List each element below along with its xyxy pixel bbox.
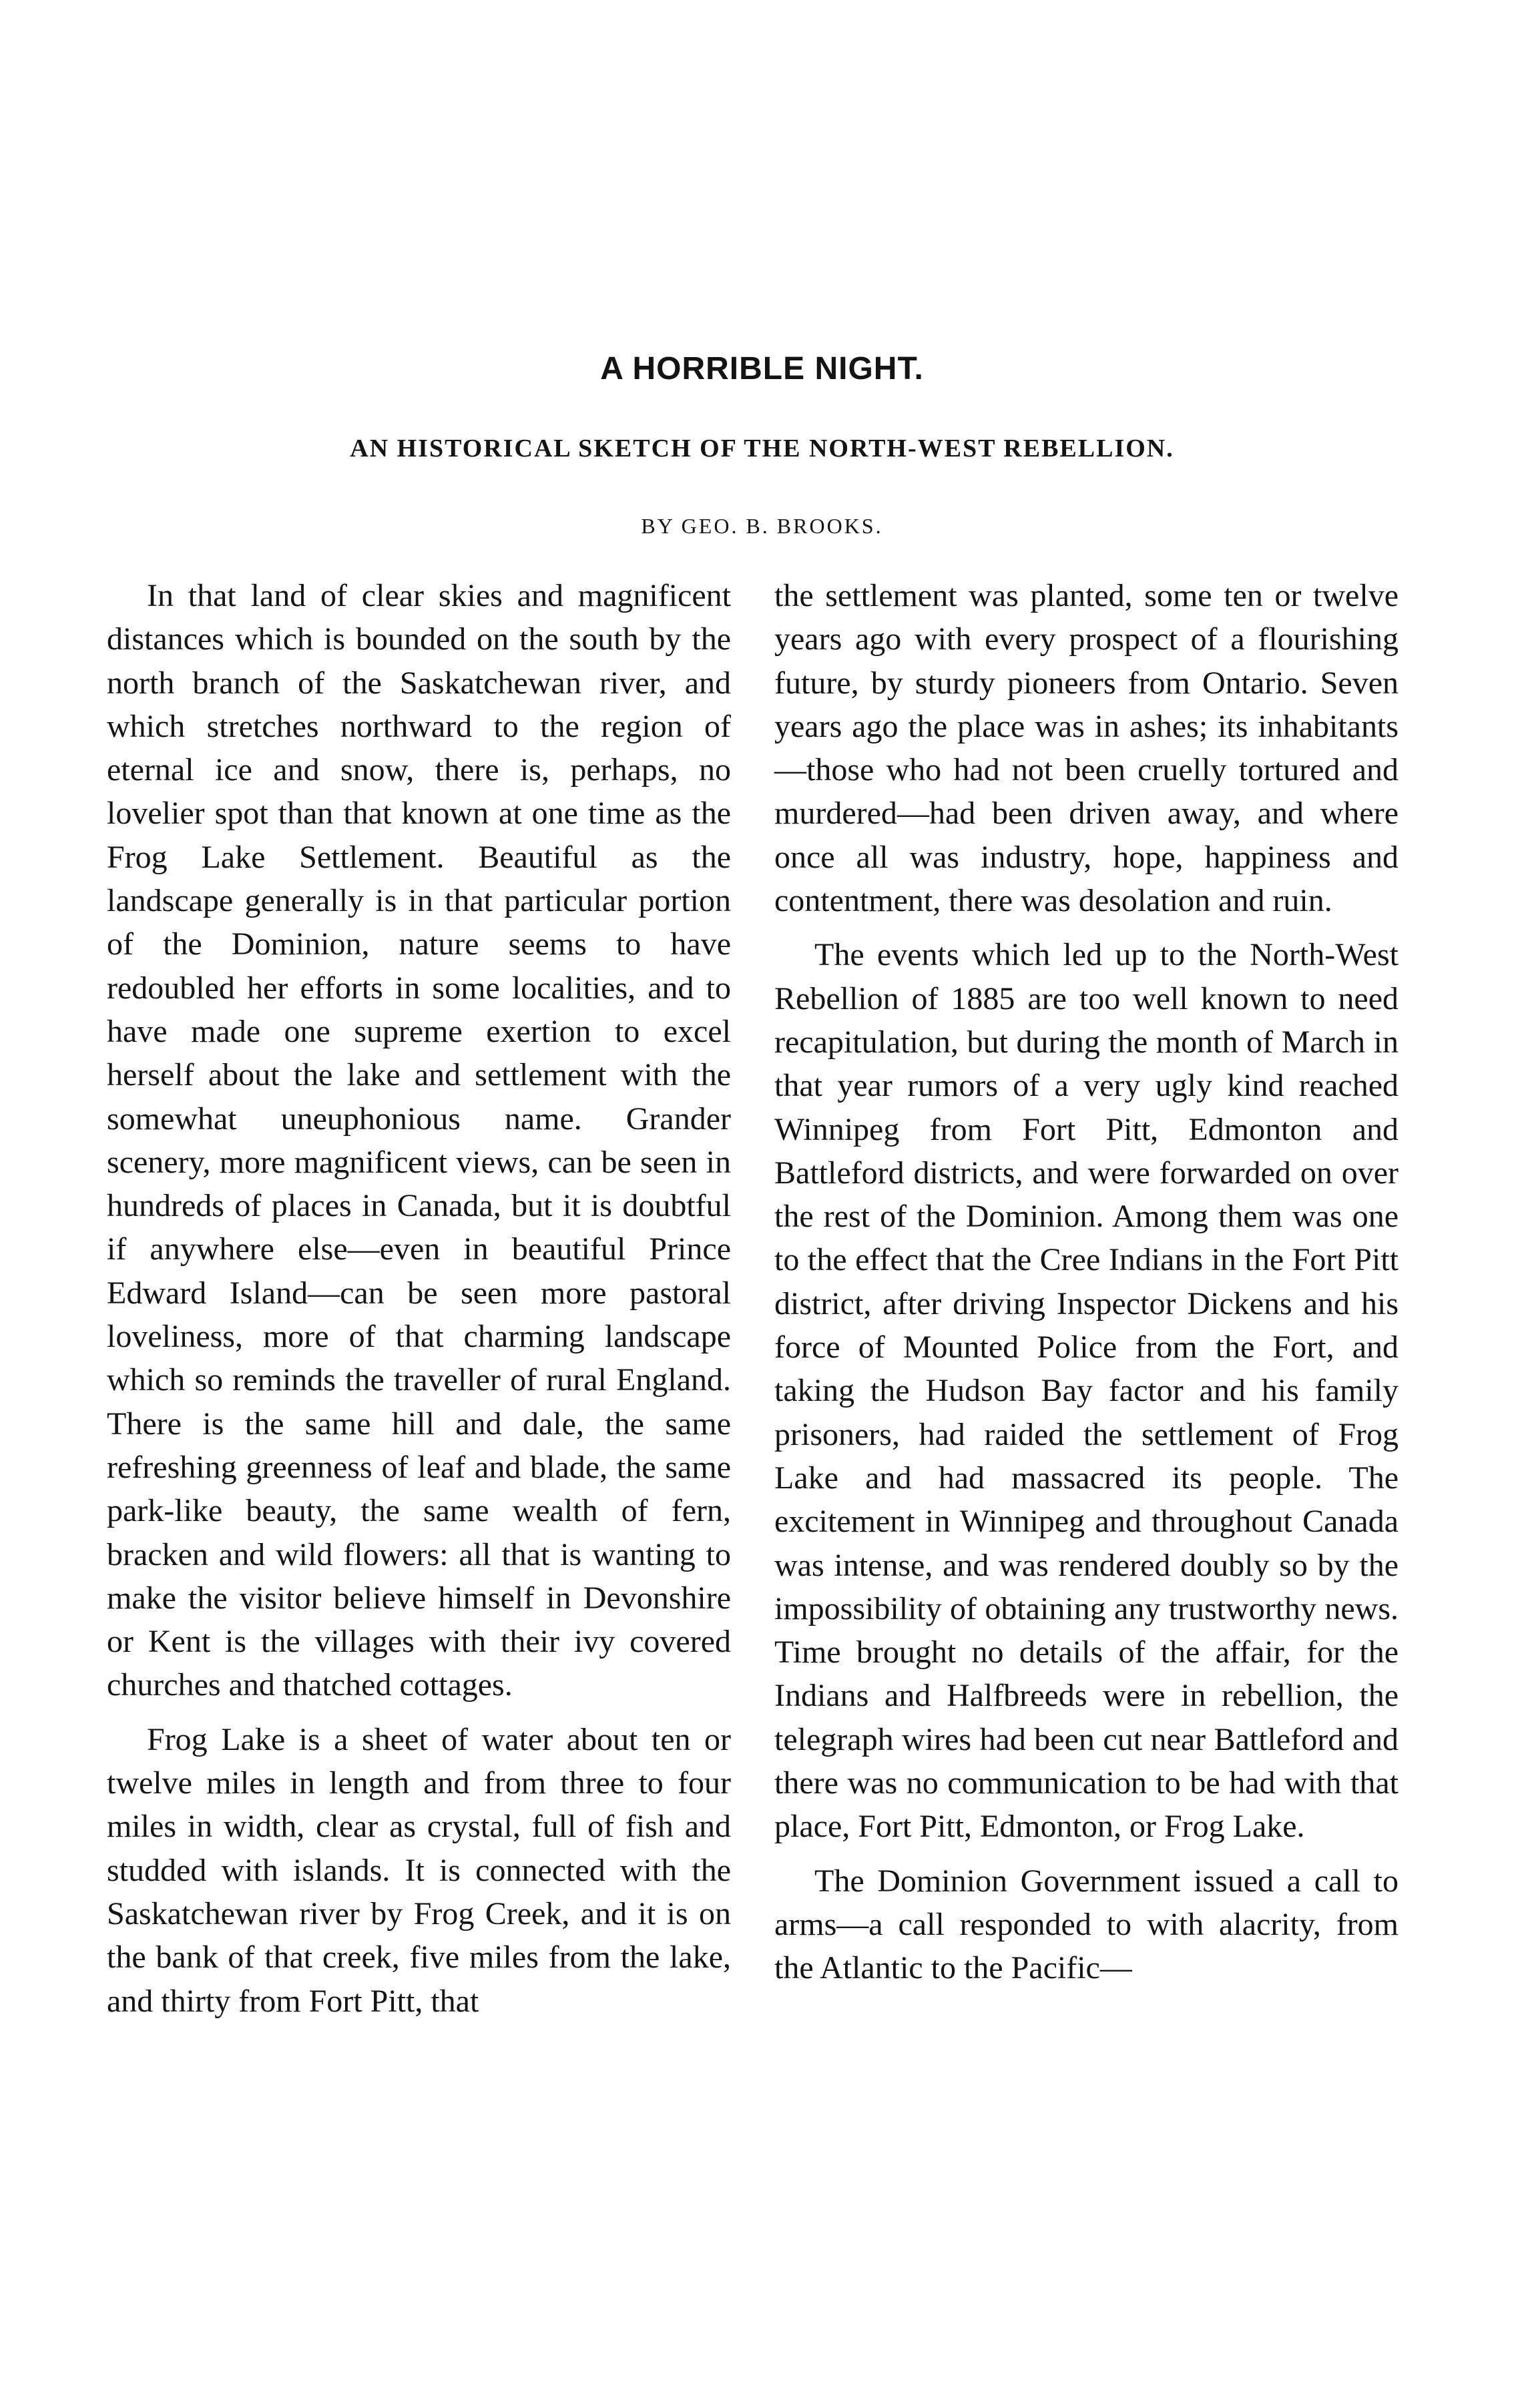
paragraph: The Dominion Government issued a call to arms—a call responded to with alacrity, from the Atlantic to the Pacific—: [774, 1863, 1399, 1986]
article-subtitle: AN HISTORICAL SKETCH OF THE NORTH-WEST REBELLION.: [350, 434, 1174, 463]
right-column: [774, 574, 1399, 2001]
paragraph-continuation: the settlement was planted, some ten or twelve years ago with every prospect of a flourishing future, by sturdy pioneers from Ontario. Seven years ago the place was in ashes; its inhabitants—those who had not been cruelly tortured and murdered—had been driven away, and where once all was industry, hope, happiness and contentment, there was desolation and ruin.: [774, 578, 1399, 919]
article-byline: BY GEO. B. BROOKS.: [641, 514, 883, 538]
paragraph: In that land of clear skies and magnificent distances which is bounded on the south by the north branch of the Saskatchewan river, and which stretches northward to the region of eternal ice and snow, there is, perhaps, no lovelier spot than that known at one time as the Frog Lake Settlement. Beautiful as the landscape generally is in that particular portion of the Dominion, nature seems to have redoubled her efforts in some localities, and to have made one supreme exertion to excel herself about the lake and settlement with the somewhat uneuphonious name. Grander scenery, more magnificent views, can be seen in hundreds of places in Canada, but it is doubtful if anywhere else—even in beautiful Prince Edward Island—can be seen more pastoral loveliness, more of that charming landscape which so reminds the traveller of rural England. There is the same hill and dale, the same refreshing greenness of leaf and blade, the same park-like beauty, the same wealth of fern, bracken and wild flowers: all that is wanting to make the visitor believe himself in Devonshire or Kent is the villages with their ivy covered churches and thatched cottages.: [107, 578, 731, 1703]
article-title: A HORRIBLE NIGHT.: [600, 351, 924, 386]
left-column: [107, 574, 731, 2034]
paragraph: The events which led up to the North-West Rebellion of 1885 are too well known to need recapitulation, but during the month of March in that year rumors of a very ugly kind reached Winnipeg from Fort Pitt, Edmonton and Battleford districts, and were forwarded on over the rest of the Dominion. Among them was one to the effect that the Cree Indians in the Fort Pitt district, after driving Inspector Dickens and his force of Mounted Police from the Fort, and taking the Hudson Bay factor and his family prisoners, had raided the settlement of Frog Lake and had massacred its people. The excitement in Winnipeg and throughout Canada was intense, and was rendered doubly so by the impossibility of obtaining any trustworthy news. Time brought no details of the affair, for the Indians and Halfbreeds were in rebellion, the telegraph wires had been cut near Battleford and there was no communication to be had with that place, Fort Pitt, Edmonton, or Frog Lake.: [774, 937, 1399, 1845]
paragraph: Frog Lake is a sheet of water about ten or twelve miles in length and from three to four miles in width, clear as crystal, full of fish and studded with islands. It is connected with the Saskatchewan river by Frog Creek, and it is on the bank of that creek, five miles from the lake, and thirty from Fort Pitt, that: [107, 1721, 731, 2019]
